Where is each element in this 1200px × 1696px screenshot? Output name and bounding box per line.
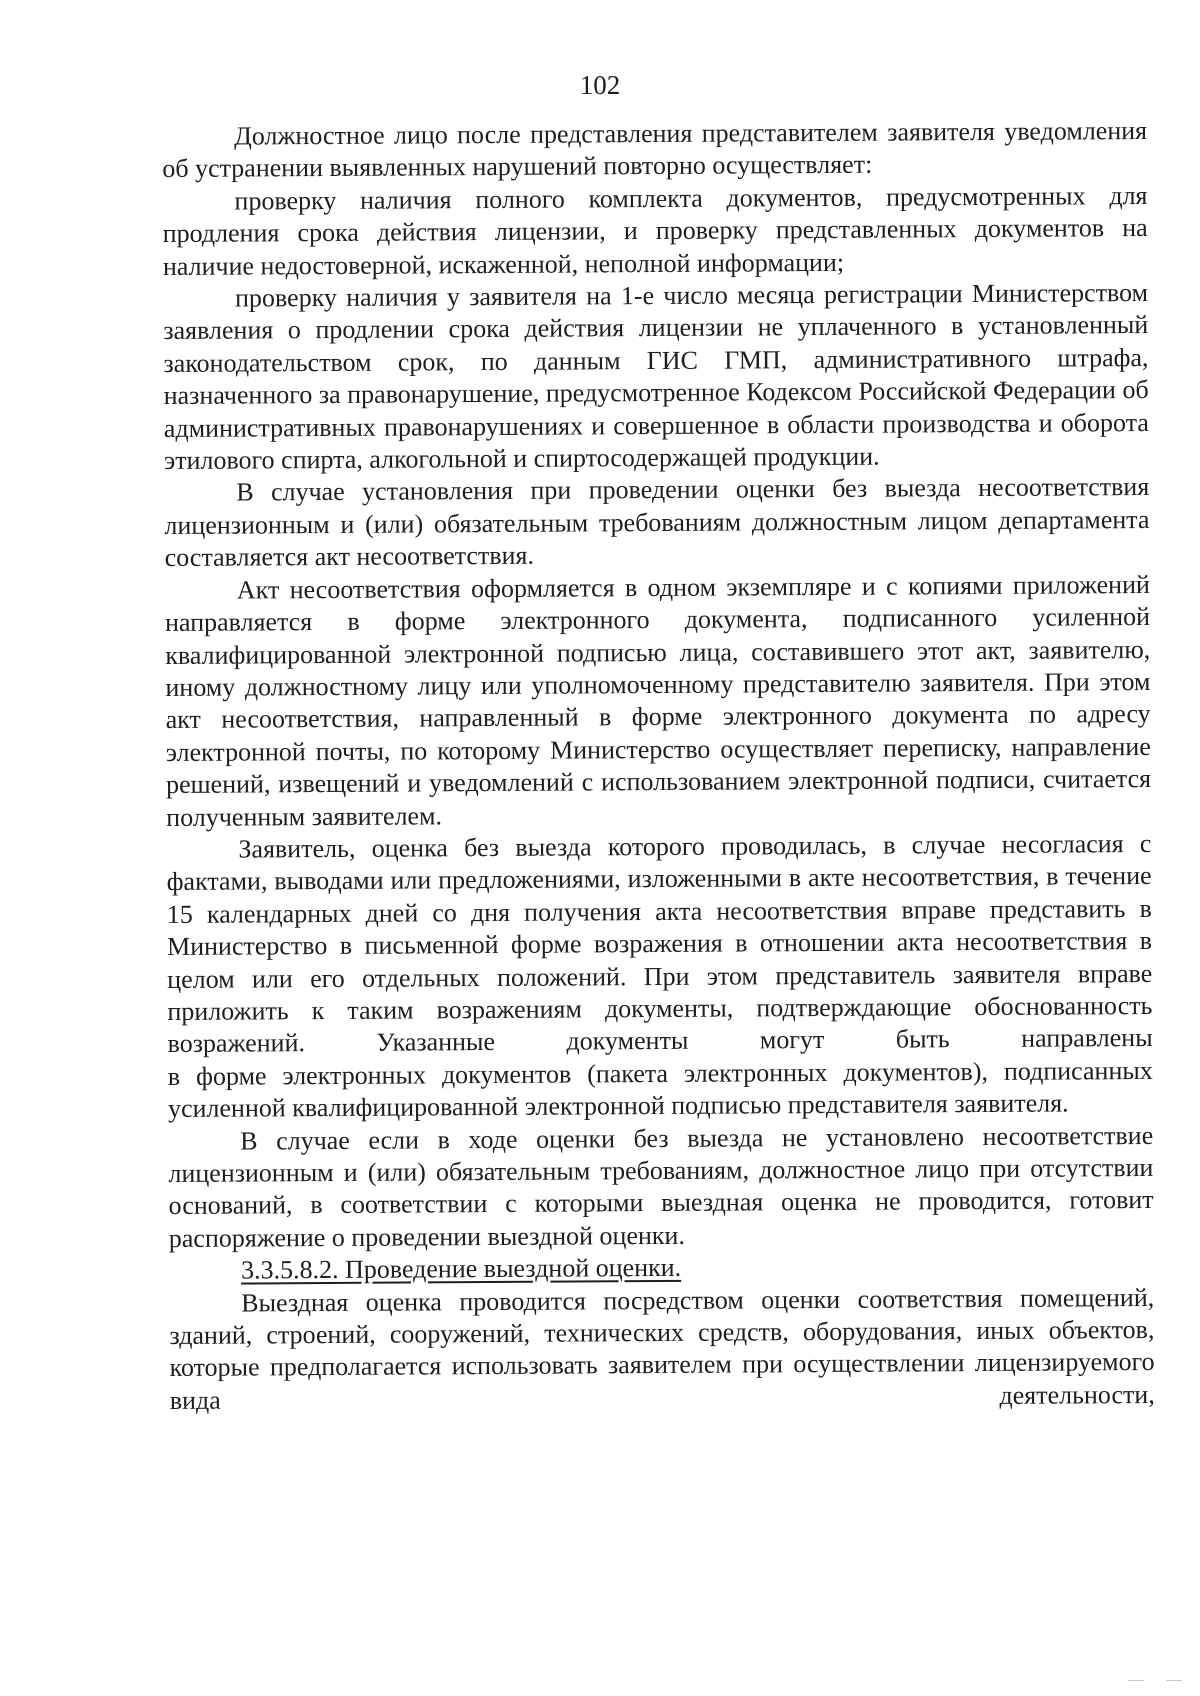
document-body (162, 115, 1155, 1417)
paragraph-document-completeness-check: проверку наличия полного комплекта документов, предусмотренных для продления срока действия лицензии, и проверку представленных документов на наличие недостоверной, искаженной, неполной информации; (162, 180, 1148, 281)
paragraph-objections-electronic-form: в форме электронных документов (пакета электронных документов), подписанных усиленной квалифицированной электронной подписью представителя заявителя. (167, 1055, 1153, 1124)
paragraph-nonconformity-act-delivery: Акт несоответствия оформляется в одном экземпляре и с копиями приложений направляется в форме электронного документа, подписанного усиленной квалифицированной электронной подписью лица, составившего этот акт, заявителю, иному должностному лицу или уполномоченному представителю заявителя. При этом акт несоответствия, направленный в форме электронного документа по адресу электронной почты, по которому Министерство осуществляет переписку, направление решений, извещений и уведомлений с использованием электронной подписи, считается полученным заявителем. (164, 569, 1152, 832)
page-number: 102 (579, 70, 621, 100)
paragraph-onsite-assessment-order: В случае если в ходе оценки без выезда не установлено несоответствие лицензионным и (или) обязательным требованиям, должностное лицо при отсутствии оснований, в соответствии с которыми выездная оценка не проводится, готовит распоряжение о проведении выездной оценки. (168, 1120, 1154, 1253)
paragraph-unpaid-fine-check: проверку наличия у заявителя на 1-е число месяца регистрации Министерством заявления о продлении срока действия лицензии не уплаченного в установленный законодательством срок, по данным ГИС ГМП, административного штрафа, назначенного за правонарушение, предусмотренное Кодексом Российской Федерации об административных правонарушениях и совершенное в области производства и оборота этилового спирта, алкогольной и спиртосодержащей продукции. (163, 278, 1149, 476)
paragraph-applicant-objections: Заявитель, оценка без выезда которого проводилась, в случае несогласия с фактами, выводами или предложениями, изложенными в акте несоответствия, в течение 15 календарных дней со дня получения акта несоответствия вправе представить в Министерство в письменной форме возражения в отношении акта несоответствия в целом или его отдельных положений. При этом представитель заявителя вправе приложить к таким возражениям документы, подтверждающие обоснованность возражений. Указанные документы могут быть направлены (166, 828, 1153, 1059)
paragraph-repeat-check-intro: Должностное лицо после представления представителем заявителя уведомления об устранении выявленных нарушений повторно осуществляет: (162, 115, 1148, 184)
scan-edge-mark (1166, 1680, 1182, 1681)
scan-edge-mark (1128, 1680, 1144, 1681)
section-heading-onsite-assessment: 3.3.5.8.2. Проведение выездной оценки. (240, 1253, 682, 1285)
paragraph-nonconformity-act-drawn: В случае установления при проведении оценки без выезда несоответствия лицензионным и (или) обязательным требованиям должностным лицом департамента составляется акт несоответствия. (164, 472, 1150, 573)
paragraph-onsite-assessment-scope: Выездная оценка проводится посредством оценки соответствия помещений, зданий, строений, сооружений, технических средств, оборудования, иных объектов, которые предполагается использовать заявителем при осуществлении лицензируемого вида деятельности, (169, 1282, 1155, 1415)
